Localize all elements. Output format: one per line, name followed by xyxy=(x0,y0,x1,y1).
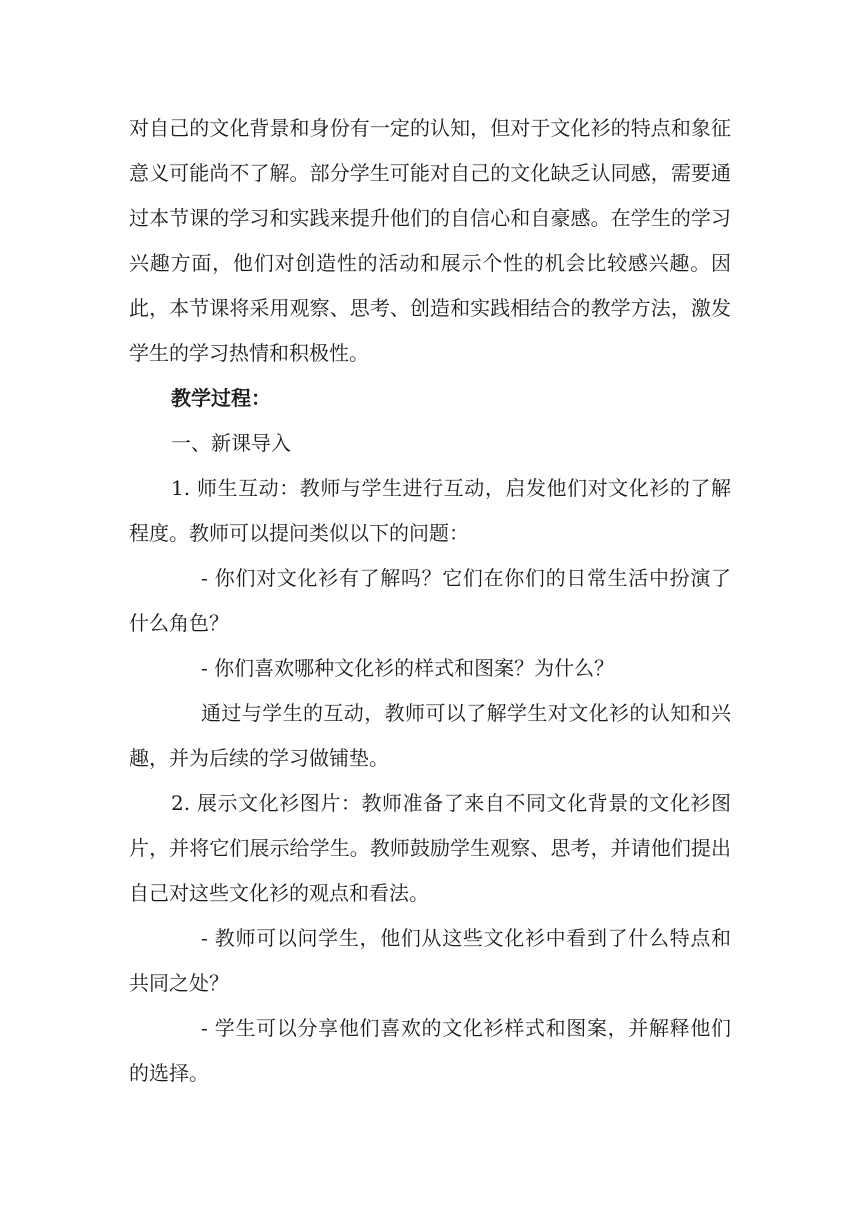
list-item-show-pictures: 2. 展示文化衫图片：教师准备了来自不同文化背景的文化衫图片，并将它们展示给学生。教师鼓励学生观察、思考，并请他们提出自己对这些文化衫的观点和看法。 xyxy=(129,791,731,905)
paragraph-student-analysis: 对自己的文化背景和身份有一定的认知，但对于文化衫的特点和象征意义可能尚不了解。部分学生可能对自己的文化缺乏认同感，需要通过本节课的学习和实践来提升他们的自信心和自豪感。在学生的学习兴趣方面，他们对创造性的活动和展示个性的机会比较感兴趣。因此，本节课将采用观察、思考、创造和实践相结合的教学方法，激发学生的学习热情和积极性。 xyxy=(129,116,731,365)
subheading-new-lesson-intro: 一、新课导入 xyxy=(171,431,291,455)
document-body xyxy=(129,106,731,1096)
section-heading-teaching-process: 教学过程： xyxy=(171,386,271,410)
paragraph-interaction-summary: 通过与学生的互动，教师可以了解学生对文化衫的认知和兴趣，并为后续的学习做铺垫。 xyxy=(129,701,731,770)
question-item-preference: - 你们喜欢哪种文化衫的样式和图案？为什么？ xyxy=(201,656,615,680)
list-item-teacher-student-interaction: 1. 师生互动：教师与学生进行互动，启发他们对文化衫的了解程度。教师可以提问类似以下的问题： xyxy=(129,476,731,545)
question-item-features: - 教师可以问学生，他们从这些文化衫中看到了什么特点和共同之处？ xyxy=(129,926,731,995)
question-item-understanding: - 你们对文化衫有了解吗？它们在你们的日常生活中扮演了什么角色？ xyxy=(129,566,731,635)
question-item-share-styles: - 学生可以分享他们喜欢的文化衫样式和图案，并解释他们的选择。 xyxy=(129,1016,731,1085)
